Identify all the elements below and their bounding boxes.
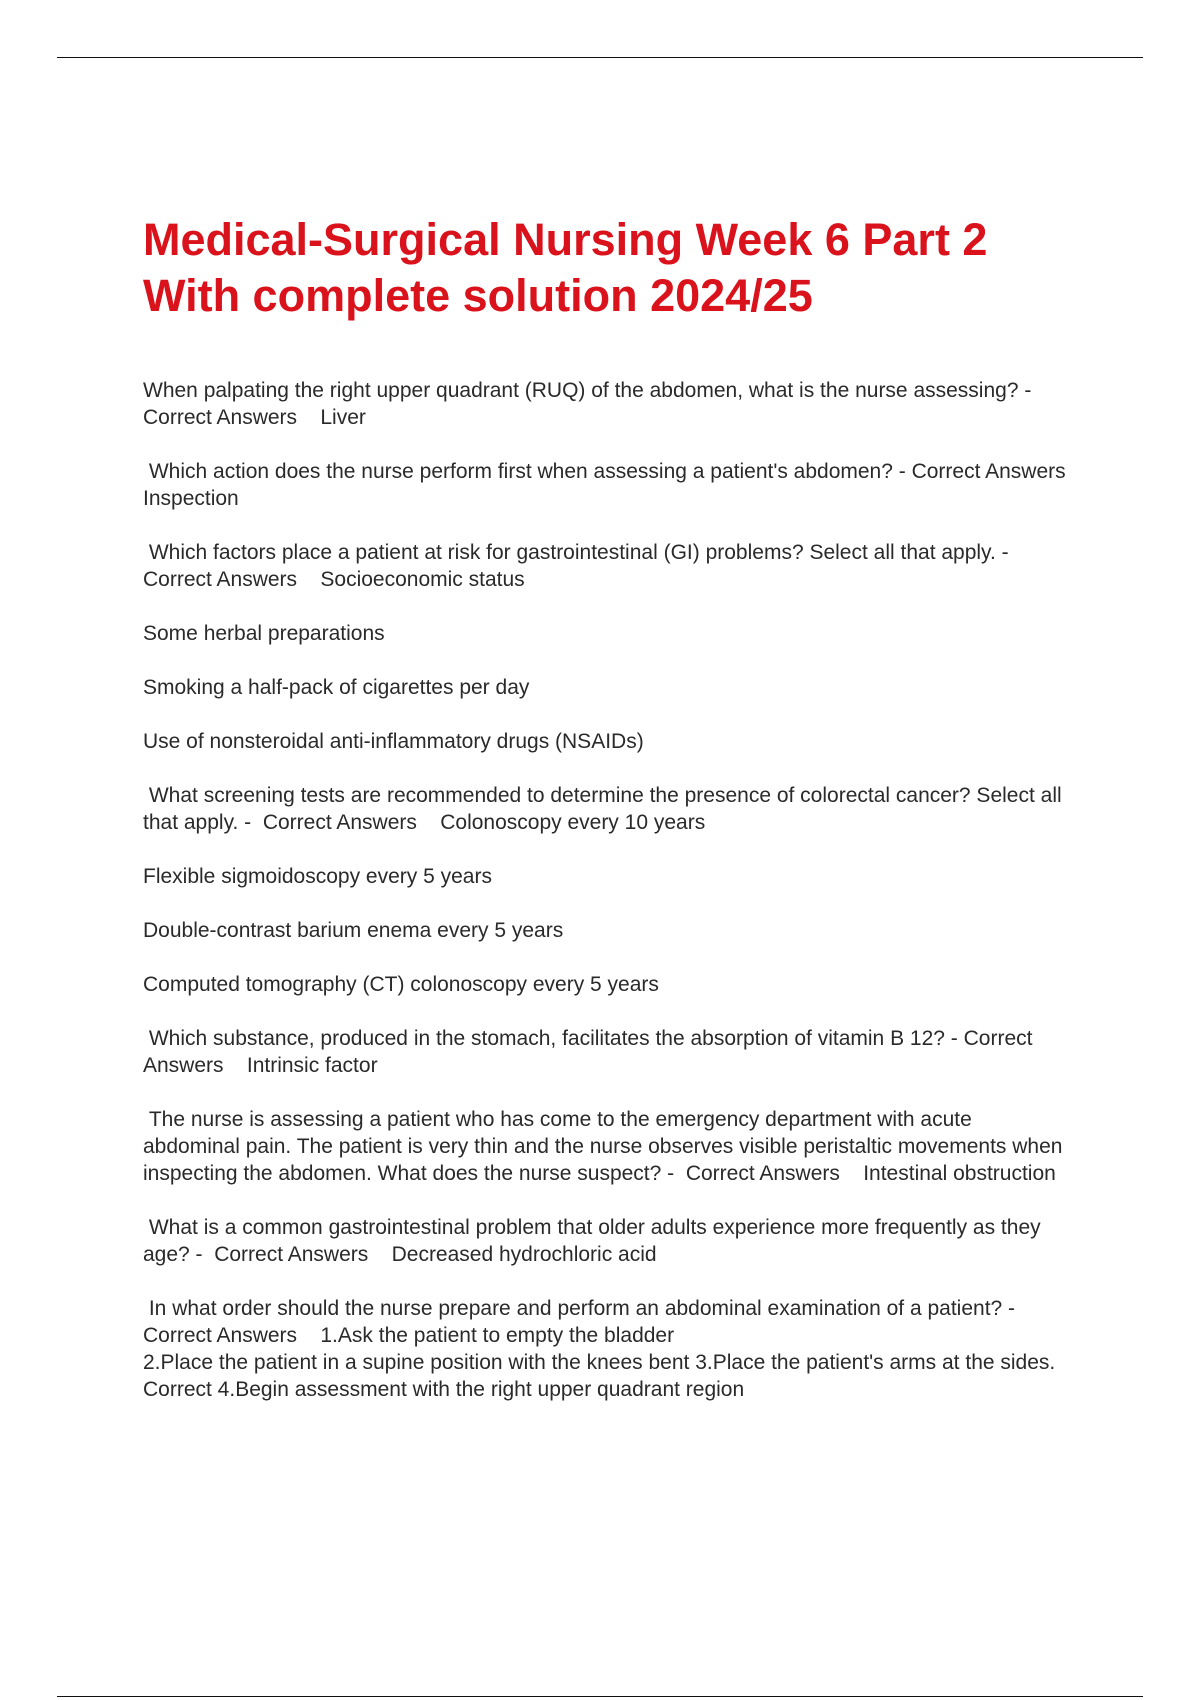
answer-item: Computed tomography (CT) colonoscopy every 5 years	[143, 973, 659, 996]
document-title	[143, 212, 1103, 324]
top-rule	[57, 57, 1143, 58]
answer-item: Use of nonsteroidal anti-inflammatory drugs (NSAIDs)	[143, 730, 644, 753]
answer-item: Some herbal preparations	[143, 622, 385, 645]
title-line-1: Medical-Surgical Nursing Week 6 Part 2	[143, 214, 988, 265]
answer-item: Smoking a half-pack of cigarettes per day	[143, 676, 530, 699]
title-line-2: With complete solution 2024/25	[143, 270, 813, 321]
qa-paragraph: The nurse is assessing a patient who has come to the emergency department with acute abdominal pain. The patient is very thin and the nurse observes visible peristaltic movements when inspecting the abdomen. What does the nurse suspect? - Correct Answers Intestinal obstruction	[143, 1108, 1069, 1185]
qa-paragraph: Which substance, produced in the stomach, facilitates the absorption of vitamin B 12? - Correct Answers Intrinsic factor	[143, 1027, 1038, 1077]
qa-paragraph: When palpating the right upper quadrant (RUQ) of the abdomen, what is the nurse assessing? - Correct Answers Liver	[143, 379, 1044, 429]
answer-item: Double-contrast barium enema every 5 years	[143, 919, 564, 942]
answer-item: Flexible sigmoidoscopy every 5 years	[143, 865, 492, 888]
qa-paragraph: In what order should the nurse prepare and perform an abdominal examination of a patient? - Correct Answers 1.Ask the patient to empty the bladder 2.Place the patient in a supine position with the knees bent 3.Place the patient's arms at the sides. Correct 4.Begin assessment with the right upper quadrant region	[143, 1297, 1056, 1401]
bottom-rule	[57, 1696, 1143, 1697]
qa-paragraph: What screening tests are recommended to determine the presence of colorectal cancer? Select all that apply. - Correct Answers Colonoscopy every 10 years	[143, 784, 1068, 834]
document-body	[143, 377, 1089, 1430]
qa-paragraph: Which factors place a patient at risk for gastrointestinal (GI) problems? Select all that apply. - Correct Answers Socioeconomic status	[143, 541, 1021, 591]
qa-paragraph: What is a common gastrointestinal problem that older adults experience more frequently as they age? - Correct Answers Decreased hydrochloric acid	[143, 1216, 1047, 1266]
qa-paragraph: Which action does the nurse perform first when assessing a patient's abdomen? - Correct Answers Inspection	[143, 460, 1089, 510]
